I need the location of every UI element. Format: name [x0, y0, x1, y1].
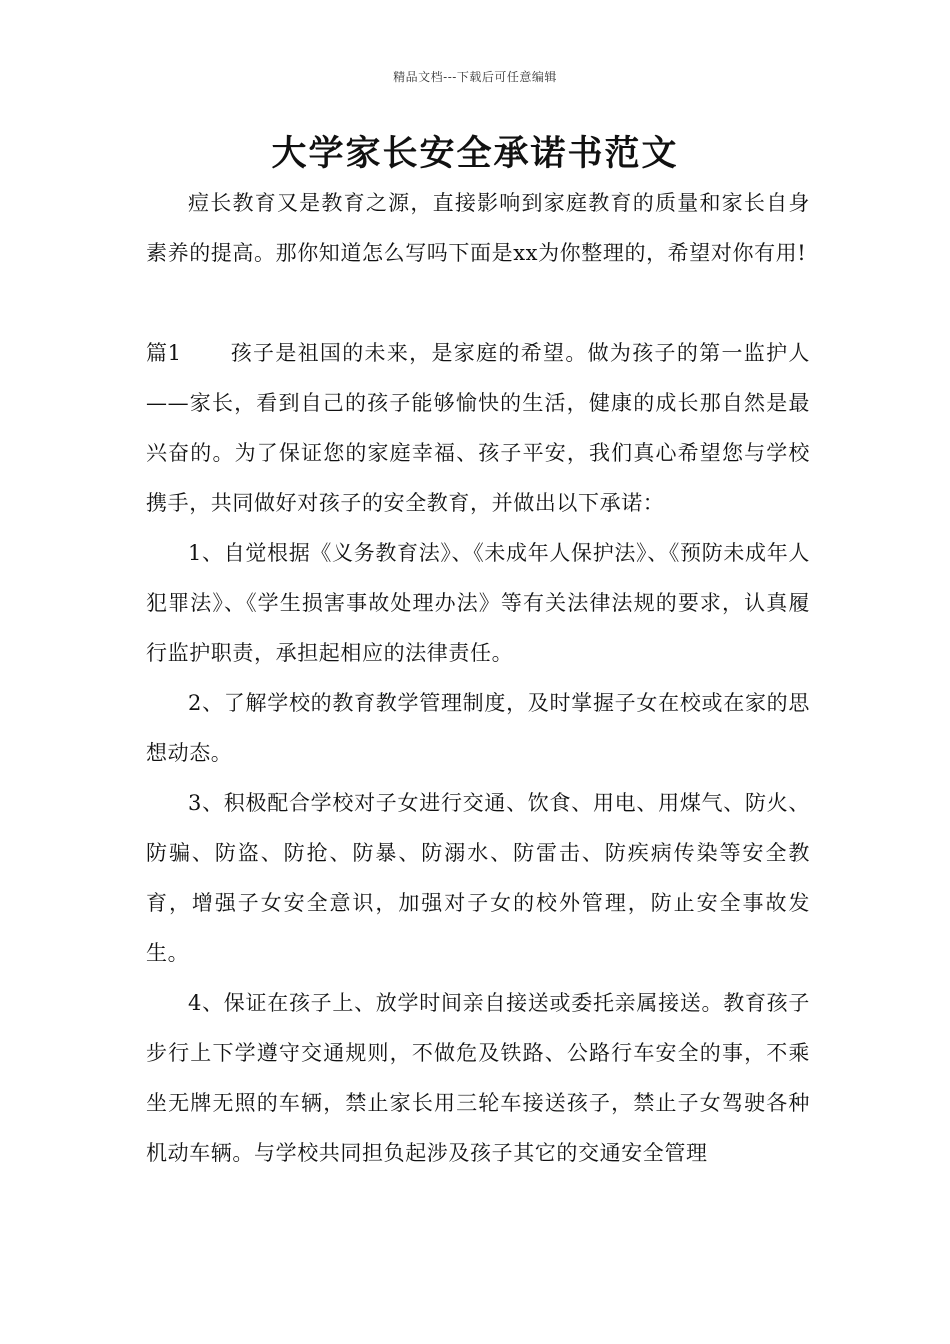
document-body [146, 178, 810, 1178]
list-item: 2、了解学校的教育教学管理制度，及时掌握子女在校或在家的思想动态。 [146, 691, 810, 765]
paragraph-gap [146, 278, 810, 328]
list-item: 3、积极配合学校对子女进行交通、饮食、用电、用煤气、防火、防骗、防盗、防抢、防暴、防溺水、防雷击、防疾病传染等安全教育，增强子女安全意识，加强对子女的校外管理，防止安全事故发生。 [146, 791, 810, 965]
document-title: 大学家长安全承诺书范文 [271, 133, 679, 174]
section-label: 篇1 [146, 341, 182, 365]
intro-paragraph: 痘长教育又是教育之源，直接影响到家庭教育的质量和家长自身素养的提高。那你知道怎么写吗下面是xx为你整理的，希望对你有用! [146, 191, 810, 265]
section-text: 孩子是祖国的未来，是家庭的希望。做为孩子的第一监护人——家长，看到自己的孩子能够愉快的生活，健康的成长那自然是最兴奋的。为了保证您的家庭幸福、孩子平安，我们真心希望您与学校携手，共同做好对孩子的安全教育，并做出以下承诺： [146, 341, 810, 515]
list-item: 1、自觉根据《义务教育法》、《未成年人保护法》、《预防未成年人犯罪法》、《学生损害事故处理办法》等有关法律法规的要求，认真履行监护职责，承担起相应的法律责任。 [146, 541, 810, 665]
header-note: 精品文档---下载后可任意编辑 [393, 70, 557, 84]
list-item: 4、保证在孩子上、放学时间亲自接送或委托亲属接送。教育孩子步行上下学遵守交通规则，不做危及铁路、公路行车安全的事，不乘坐无牌无照的车辆，禁止家长用三轮车接送孩子，禁止子女驾驶各种机动车辆。与学校共同担负起涉及孩子其它的交通安全管理 [146, 991, 810, 1165]
section-paragraph [146, 328, 810, 528]
